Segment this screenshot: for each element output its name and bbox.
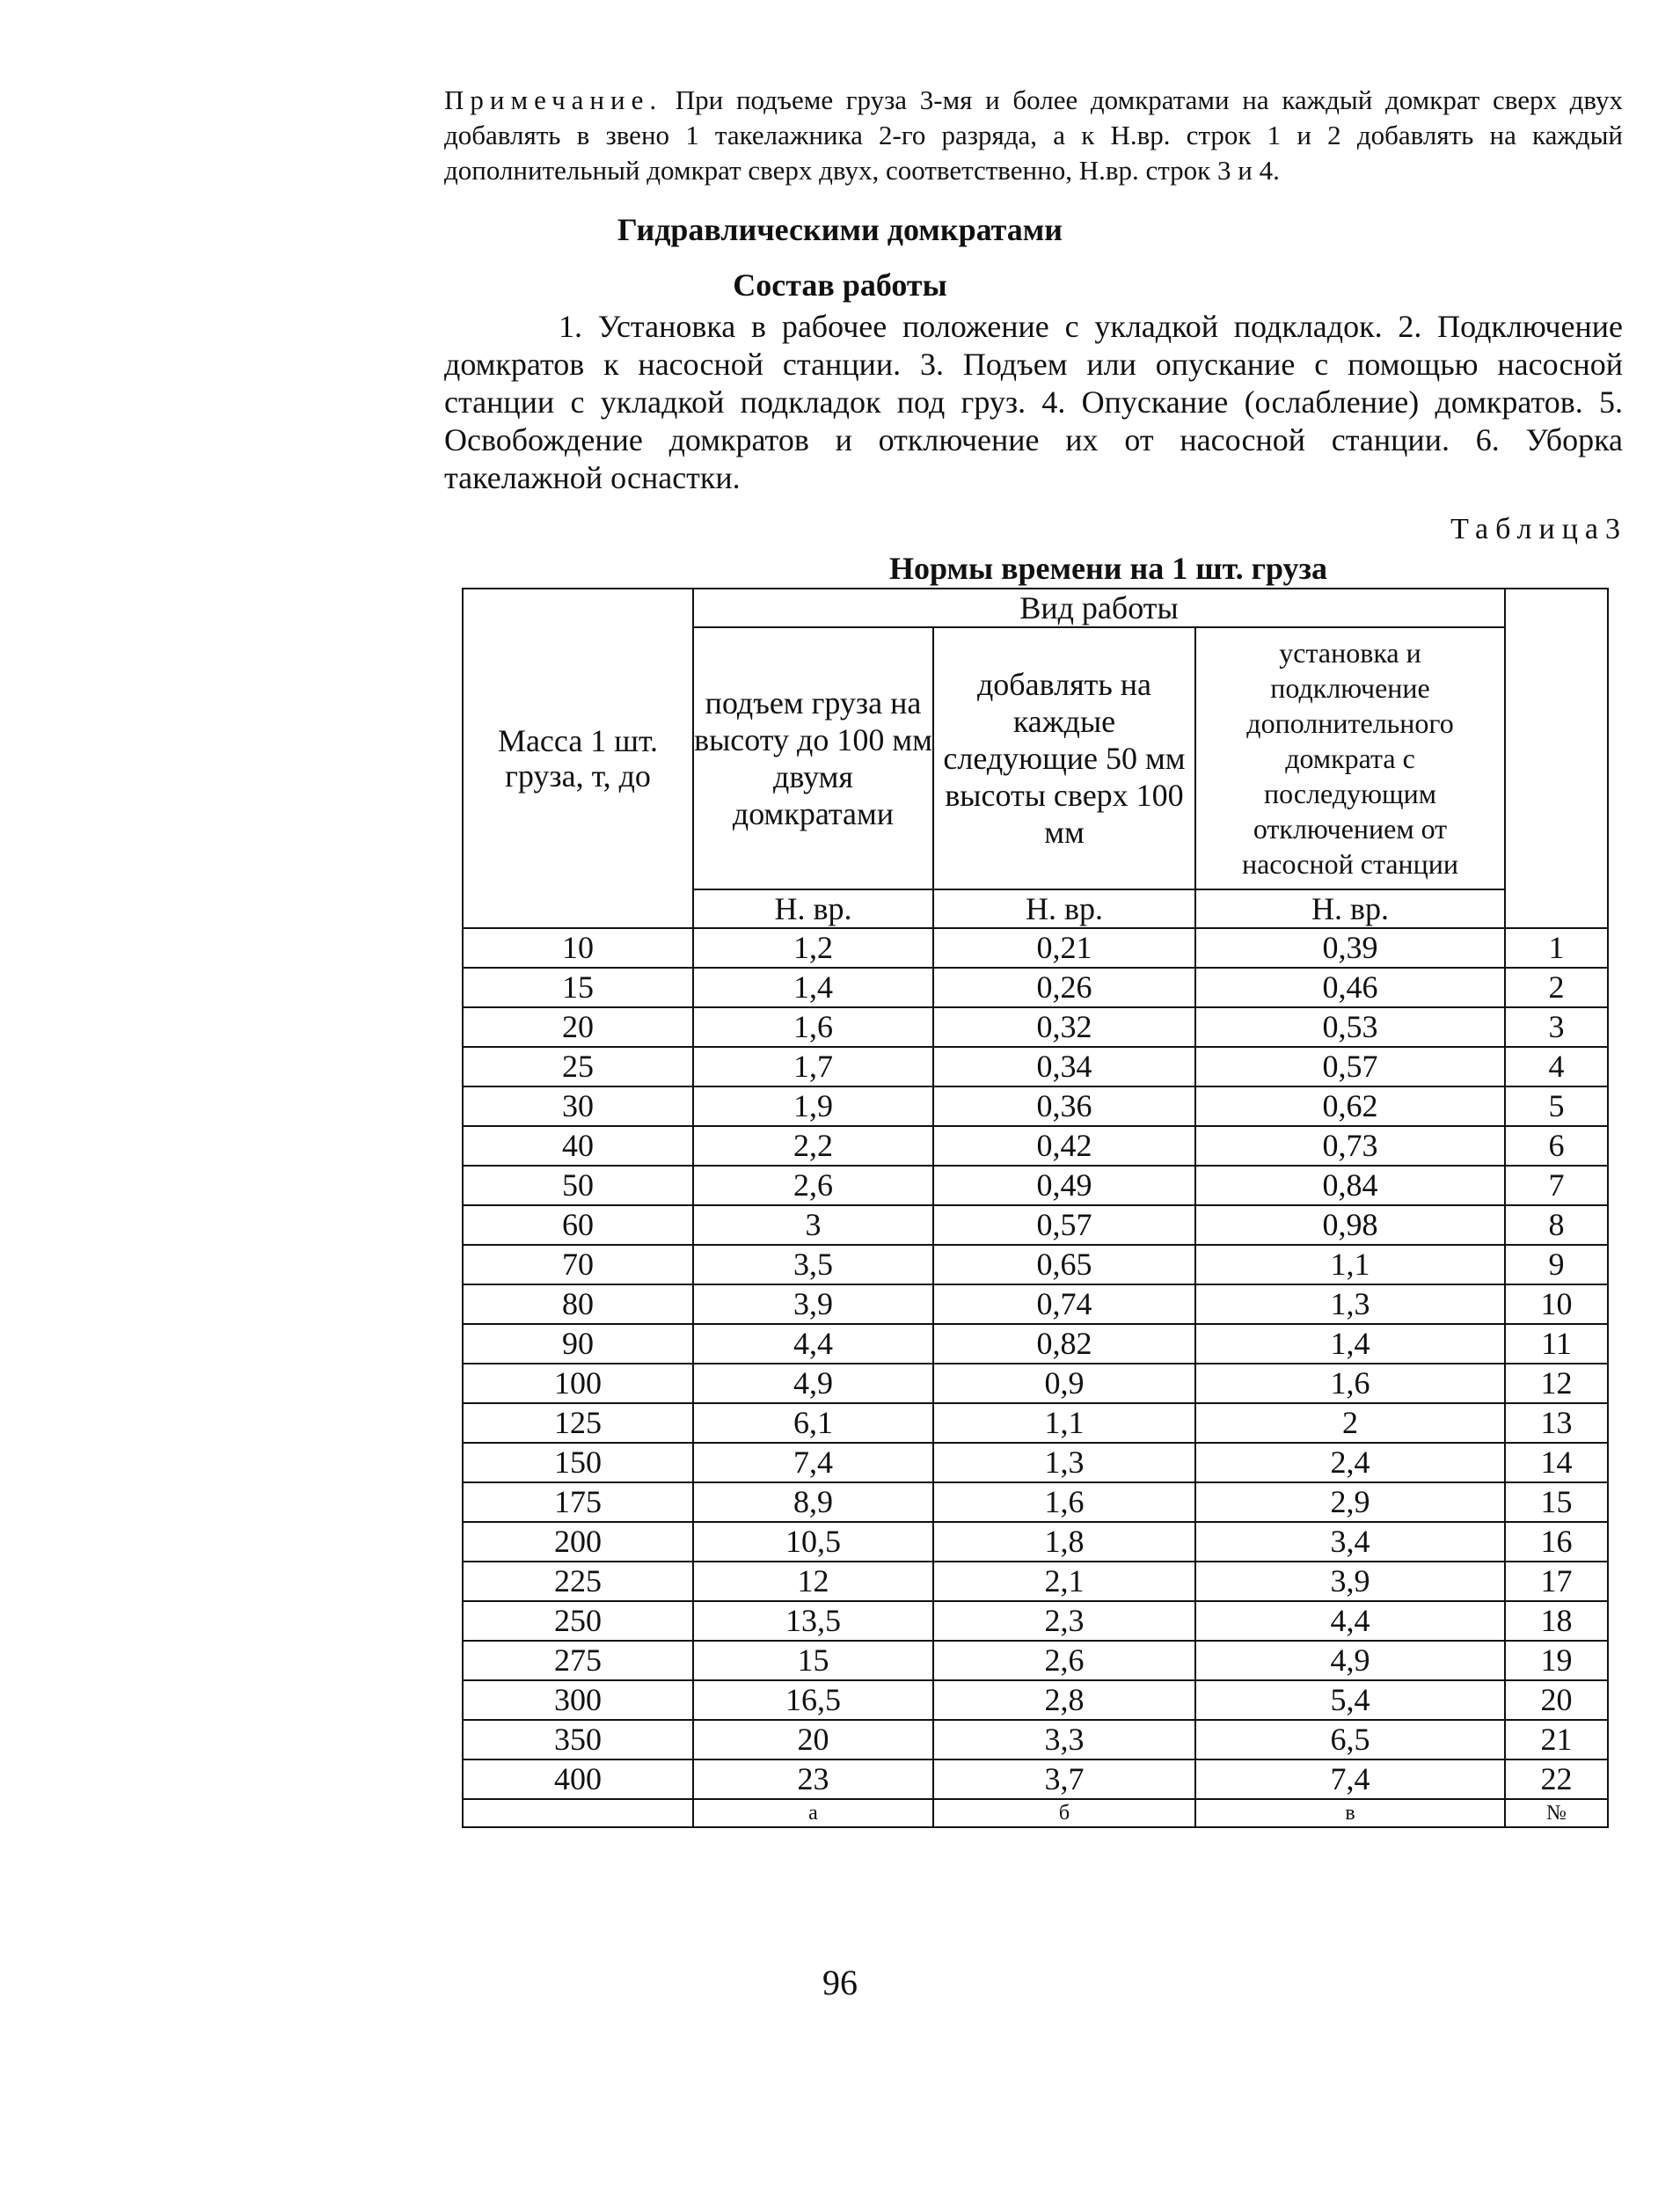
add-height-time-cell: 1,6 [933, 1482, 1195, 1522]
unit-header: Н. вр. [933, 889, 1195, 928]
table-label: Таблица3 [1450, 513, 1627, 545]
work-type-header: Вид работы [693, 589, 1505, 627]
mass-cell: 300 [463, 1680, 693, 1720]
extra-jack-time-cell: 0,46 [1195, 968, 1505, 1007]
extra-jack-time-cell: 7,4 [1195, 1759, 1505, 1799]
lift-time-cell: 1,4 [693, 968, 933, 1007]
mass-cell: 70 [463, 1245, 693, 1284]
add-height-time-cell: 2,8 [933, 1680, 1195, 1720]
extra-jack-time-cell: 0,84 [1195, 1166, 1505, 1205]
mass-cell: 350 [463, 1720, 693, 1759]
lift-time-cell: 2,2 [693, 1126, 933, 1166]
lift-time-cell: 1,9 [693, 1086, 933, 1126]
table-row [463, 1720, 1608, 1759]
row-number-cell: 15 [1505, 1482, 1608, 1522]
mass-cell: 80 [463, 1284, 693, 1324]
extra-jack-time-cell: 4,4 [1195, 1601, 1505, 1641]
add-height-time-cell: 0,82 [933, 1324, 1195, 1364]
mass-cell: 225 [463, 1562, 693, 1601]
row-number-cell: 20 [1505, 1680, 1608, 1720]
extra-jack-time-cell: 0,98 [1195, 1205, 1505, 1245]
add-height-time-cell: 3,7 [933, 1759, 1195, 1799]
extra-jack-time-cell: 4,9 [1195, 1641, 1505, 1680]
row-number-cell: 7 [1505, 1166, 1608, 1205]
row-number-cell: 14 [1505, 1443, 1608, 1482]
extra-jack-time-cell: 0,73 [1195, 1126, 1505, 1166]
table-row [463, 1284, 1608, 1324]
add-height-time-cell: 0,34 [933, 1047, 1195, 1086]
lift-time-cell: 6,1 [693, 1403, 933, 1443]
norms-table [462, 588, 1609, 1828]
extra-jack-time-cell: 0,53 [1195, 1007, 1505, 1047]
lift-time-cell: 4,4 [693, 1324, 933, 1364]
mass-cell: 90 [463, 1324, 693, 1364]
section-title: Гидравлическими домкратами [617, 212, 1063, 247]
lift-time-cell: 1,7 [693, 1047, 933, 1086]
row-number-cell: 8 [1505, 1205, 1608, 1245]
table-row [463, 1364, 1608, 1403]
row-number-cell: 12 [1505, 1364, 1608, 1403]
extra-jack-time-cell: 1,4 [1195, 1324, 1505, 1364]
row-number-cell: 13 [1505, 1403, 1608, 1443]
row-number-cell: 4 [1505, 1047, 1608, 1086]
table-row [463, 1205, 1608, 1245]
add-height-time-cell: 0,26 [933, 968, 1195, 1007]
add-height-time-cell: 1,8 [933, 1522, 1195, 1562]
extra-jack-time-cell: 1,6 [1195, 1364, 1505, 1403]
row-number-cell: 1 [1505, 928, 1608, 968]
lift-time-cell: 3 [693, 1205, 933, 1245]
table-row [463, 1562, 1608, 1601]
work-composition-paragraph: 1. Установка в рабочее положение с укладкой подкладок. 2. Подключение домкратов к насосной станции. 3. Подъем или опускание с помощью насосной станции с укладкой подкладок под груз. 4. Опускание (ослабление) домкратов. 5. Освобождение домкратов и отключение их от насосной станции. 6. Уборка такелажной оснастки. [444, 309, 1623, 495]
table-row [463, 1680, 1608, 1720]
row-number-cell: 9 [1505, 1245, 1608, 1284]
column-header-lift: подъем груза на высоту до 100 мм двумя домкратами [693, 627, 933, 889]
mass-cell: 60 [463, 1205, 693, 1245]
table-row [463, 1166, 1608, 1205]
column-letter-row [463, 1799, 1608, 1827]
add-height-time-cell: 0,9 [933, 1364, 1195, 1403]
mass-cell: 400 [463, 1759, 693, 1799]
mass-cell: 200 [463, 1522, 693, 1562]
mass-cell: 125 [463, 1403, 693, 1443]
row-number-cell: 22 [1505, 1759, 1608, 1799]
row-number-header [1505, 589, 1608, 928]
unit-header: Н. вр. [693, 889, 933, 928]
table-row [463, 1641, 1608, 1680]
row-number-cell: 10 [1505, 1284, 1608, 1324]
lift-time-cell: 1,6 [693, 1007, 933, 1047]
table-caption: Нормы времени на 1 шт. груза [888, 551, 1327, 586]
table-row [463, 1601, 1608, 1641]
note-paragraph [444, 83, 1623, 188]
table-row [463, 1086, 1608, 1126]
column-letter: в [1195, 1799, 1505, 1827]
extra-jack-time-cell: 3,9 [1195, 1562, 1505, 1601]
note-text: При подъеме груза 3-мя и более домкратами на каждый домкрат сверх двух добавлять в звено 1 такелажника 2-го разряда, а к Н.вр. строк 1 и 2 добавлять на каждый дополнительный домкрат сверх двух, соответственно, Н.вр. строк 3 и 4. [444, 84, 1623, 186]
table-row [463, 968, 1608, 1007]
add-height-time-cell: 2,3 [933, 1601, 1195, 1641]
lift-time-cell: 3,9 [693, 1284, 933, 1324]
lift-time-cell: 8,9 [693, 1482, 933, 1522]
note-label: Примечание. [444, 84, 663, 115]
lift-time-cell: 7,4 [693, 1443, 933, 1482]
extra-jack-time-cell: 6,5 [1195, 1720, 1505, 1759]
column-letter [463, 1799, 693, 1827]
table-row [463, 928, 1608, 968]
mass-cell: 175 [463, 1482, 693, 1522]
mass-cell: 250 [463, 1601, 693, 1641]
table-row [463, 1007, 1608, 1047]
row-number-cell: 6 [1505, 1126, 1608, 1166]
table-row [463, 1443, 1608, 1482]
add-height-time-cell: 2,1 [933, 1562, 1195, 1601]
lift-time-cell: 4,9 [693, 1364, 933, 1403]
lift-time-cell: 12 [693, 1562, 933, 1601]
extra-jack-time-cell: 1,3 [1195, 1284, 1505, 1324]
table-body [463, 928, 1608, 1799]
mass-cell: 40 [463, 1126, 693, 1166]
row-number-cell: 18 [1505, 1601, 1608, 1641]
work-composition-text [444, 308, 1623, 497]
lift-time-cell: 15 [693, 1641, 933, 1680]
row-number-cell: 19 [1505, 1641, 1608, 1680]
table-row [463, 1126, 1608, 1166]
extra-jack-time-cell: 5,4 [1195, 1680, 1505, 1720]
row-number-cell: 2 [1505, 968, 1608, 1007]
mass-cell: 15 [463, 968, 693, 1007]
lift-time-cell: 2,6 [693, 1166, 933, 1205]
row-number-cell: 21 [1505, 1720, 1608, 1759]
row-number-cell: 3 [1505, 1007, 1608, 1047]
lift-time-cell: 16,5 [693, 1680, 933, 1720]
add-height-time-cell: 0,65 [933, 1245, 1195, 1284]
mass-header: Масса 1 шт. груза, т, до [463, 589, 693, 928]
table-row [463, 1522, 1608, 1562]
mass-cell: 30 [463, 1086, 693, 1126]
table-row [463, 1759, 1608, 1799]
work-composition-title: Состав работы [733, 267, 947, 303]
lift-time-cell: 1,2 [693, 928, 933, 968]
add-height-time-cell: 0,74 [933, 1284, 1195, 1324]
table-row [463, 1245, 1608, 1284]
mass-cell: 25 [463, 1047, 693, 1086]
mass-cell: 20 [463, 1007, 693, 1047]
mass-cell: 275 [463, 1641, 693, 1680]
add-height-time-cell: 0,57 [933, 1205, 1195, 1245]
mass-cell: 50 [463, 1166, 693, 1205]
add-height-time-cell: 1,1 [933, 1403, 1195, 1443]
page-number: 96 [822, 1963, 858, 2002]
extra-jack-time-cell: 3,4 [1195, 1522, 1505, 1562]
extra-jack-time-cell: 2 [1195, 1403, 1505, 1443]
table-row [463, 1482, 1608, 1522]
extra-jack-time-cell: 0,39 [1195, 928, 1505, 968]
table-row [463, 1047, 1608, 1086]
column-letter: а [693, 1799, 933, 1827]
add-height-time-cell: 1,3 [933, 1443, 1195, 1482]
extra-jack-time-cell: 0,62 [1195, 1086, 1505, 1126]
lift-time-cell: 10,5 [693, 1522, 933, 1562]
lift-time-cell: 13,5 [693, 1601, 933, 1641]
table-row [463, 1324, 1608, 1364]
column-letter: б [933, 1799, 1195, 1827]
row-number-cell: 16 [1505, 1522, 1608, 1562]
row-number-cell: 11 [1505, 1324, 1608, 1364]
mass-cell: 150 [463, 1443, 693, 1482]
add-height-time-cell: 0,32 [933, 1007, 1195, 1047]
lift-time-cell: 23 [693, 1759, 933, 1799]
column-header-extra-jack: установка и подключение дополнительного домкрата с последующим отключением от насосной станции [1195, 627, 1505, 889]
add-height-time-cell: 0,49 [933, 1166, 1195, 1205]
add-height-time-cell: 0,21 [933, 928, 1195, 968]
lift-time-cell: 20 [693, 1720, 933, 1759]
table-row [463, 1403, 1608, 1443]
extra-jack-time-cell: 0,57 [1195, 1047, 1505, 1086]
unit-header: Н. вр. [1195, 889, 1505, 928]
extra-jack-time-cell: 1,1 [1195, 1245, 1505, 1284]
add-height-time-cell: 3,3 [933, 1720, 1195, 1759]
mass-cell: 100 [463, 1364, 693, 1403]
column-header-add-height: добавлять на каждые следующие 50 мм высоты сверх 100 мм [933, 627, 1195, 889]
mass-cell: 10 [463, 928, 693, 968]
lift-time-cell: 3,5 [693, 1245, 933, 1284]
add-height-time-cell: 0,42 [933, 1126, 1195, 1166]
extra-jack-time-cell: 2,9 [1195, 1482, 1505, 1522]
extra-jack-time-cell: 2,4 [1195, 1443, 1505, 1482]
row-number-cell: 17 [1505, 1562, 1608, 1601]
row-number-cell: 5 [1505, 1086, 1608, 1126]
add-height-time-cell: 2,6 [933, 1641, 1195, 1680]
add-height-time-cell: 0,36 [933, 1086, 1195, 1126]
column-letter: № [1505, 1799, 1608, 1827]
